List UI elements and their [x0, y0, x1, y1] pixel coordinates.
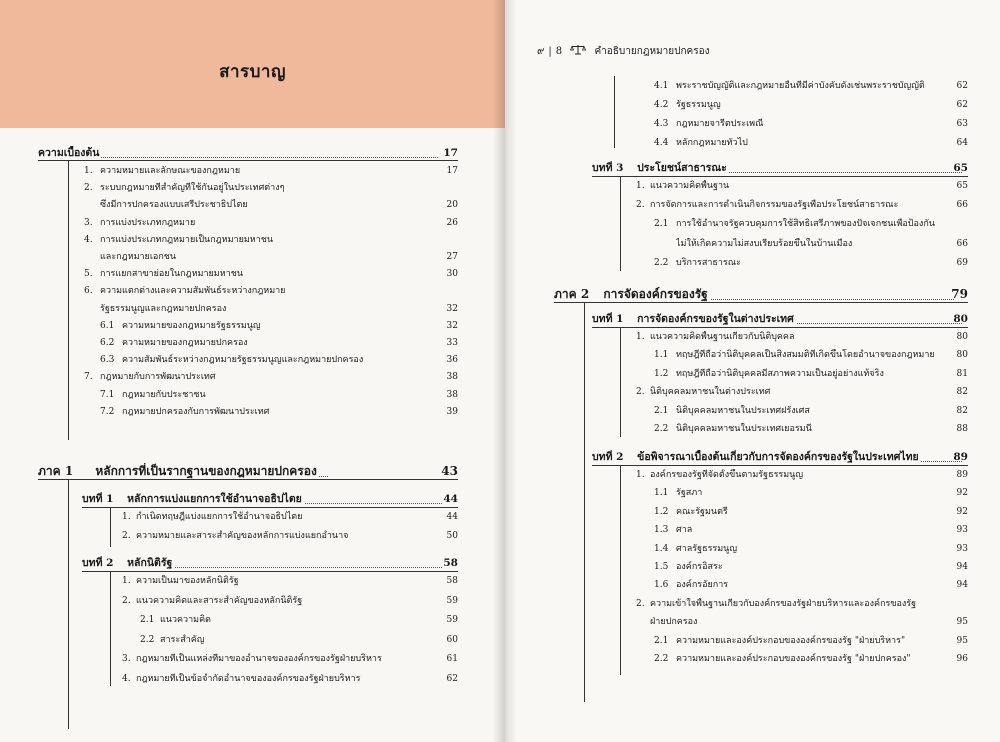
entry-title: ศาล [676, 525, 693, 536]
entry-title: กฎหมายที่เป็นแหล่งที่มาของอำนาจขององค์กรของรัฐฝ่ายบริหาร [136, 654, 382, 664]
entry-number: 1.1 [654, 350, 669, 361]
entry-number: 6.2 [100, 338, 115, 348]
toc-entry[interactable] [122, 575, 424, 588]
entry-page: 44 [446, 512, 458, 522]
entry-number: 1.2 [654, 368, 669, 379]
entry-page: 96 [956, 654, 968, 664]
entry-page: 92 [956, 506, 968, 517]
entry-number: 2. [122, 531, 131, 541]
entry-page: 64 [956, 138, 968, 148]
entry-number: 7.2 [100, 406, 115, 417]
entry-title: แนวความคิดและสาระสำคัญของหลักนิติรัฐ [136, 595, 303, 606]
entry-number: 2. [636, 598, 645, 609]
entry-page: 66 [956, 238, 968, 249]
entry-page: 38 [446, 372, 458, 383]
entry-number: 1. [636, 470, 645, 480]
toc-entry[interactable] [84, 268, 424, 281]
entry-title: นิติบุคคลมหาชนในต่างประเทศ [650, 387, 771, 398]
entry-number: 4.3 [654, 119, 669, 129]
entry-number: 2.1 [654, 635, 669, 646]
entry-number: 4.4 [654, 138, 669, 148]
chapter-label: บทที่ 1 [82, 493, 114, 505]
entry-number: 2.2 [654, 654, 669, 664]
entry-page: 65 [956, 181, 968, 191]
toc-entry[interactable] [84, 165, 424, 178]
entry-page: 39 [446, 406, 458, 417]
entry-number: 2. [636, 387, 645, 398]
toc-entry[interactable] [84, 217, 424, 230]
entry-number: 3. [84, 217, 93, 228]
toc-entry[interactable] [100, 199, 424, 212]
entry-number: 2.2 [654, 257, 669, 268]
entry-page: 30 [446, 269, 458, 280]
toc-entry[interactable] [654, 635, 938, 648]
entry-title: รัฐสภา [676, 488, 703, 499]
entry-number: 2.2 [140, 634, 155, 645]
entry-number: 1.6 [654, 580, 669, 591]
entry-number: 2.1 [654, 219, 669, 230]
entry-number: 1. [636, 332, 645, 342]
toc-entry[interactable] [636, 331, 938, 344]
entry-title: นิติบุคคลมหาชนในประเทศเยอรมนี [676, 424, 812, 434]
chapter-label: บทที่ 1 [592, 313, 624, 325]
entry-page: 82 [956, 387, 968, 398]
toc-entry[interactable] [84, 371, 424, 384]
chapter-title: หลักการแบ่งแยกการใช้อำนาจอธิปไตย [127, 493, 302, 505]
entry-page: 69 [956, 257, 968, 268]
entry-number: 4.1 [654, 81, 669, 91]
entry-title: กฎหมายกับการพัฒนาประเทศ [100, 372, 216, 383]
toc-entry[interactable] [654, 137, 938, 150]
entry-title: นิติบุคคลมหาชนในประเทศฝรั่งเศส [676, 405, 810, 416]
entry-number: 1.5 [654, 562, 669, 572]
entry-number: 4. [122, 673, 131, 684]
toc-part2-chapter-2[interactable] [592, 450, 962, 464]
section-rule [38, 160, 458, 161]
toc-entry[interactable] [636, 386, 938, 399]
folio-thai: ๙ [537, 46, 545, 57]
running-header: ๙ | 8 คำอธิบายกฎหมายปกครอง [537, 46, 710, 57]
toc-entry[interactable] [654, 80, 938, 93]
entry-page: 62 [446, 673, 458, 684]
entry-page: 32 [446, 303, 458, 314]
toc-entry[interactable] [654, 579, 938, 592]
chapter-bracket [620, 176, 621, 271]
entry-page: 93 [956, 525, 968, 536]
section-page: 17 [443, 147, 458, 159]
chapter-bracket [620, 327, 621, 437]
entry-title: คณะรัฐมนตรี [676, 506, 728, 517]
entry-page: 59 [446, 615, 458, 625]
part-label: ภาค 1 [38, 464, 74, 478]
toc-part-2[interactable] [554, 286, 954, 302]
entry-page: 81 [956, 368, 968, 379]
toc-entry[interactable] [676, 238, 938, 251]
entry-page: 36 [446, 355, 458, 366]
entry-number: 2.1 [654, 405, 669, 416]
toc-entry[interactable] [654, 524, 938, 537]
entry-title: ความหมายและลักษณะของกฎหมาย [100, 166, 241, 176]
entry-title: ระบบกฎหมายที่สำคัญที่ใช้กันอยู่ในประเทศต่างๆ [100, 183, 285, 194]
part-title: การจัดองค์กรของรัฐ [603, 287, 708, 301]
toc-entry[interactable] [654, 99, 938, 112]
toc-entry[interactable] [84, 182, 424, 195]
toc-entry[interactable] [100, 354, 424, 367]
entry-title: ทฤษฎีที่ถือว่านิติบุคคลเป็นสิ่งสมมติที่เกิดขึ้นโดยอำนาจของกฎหมาย [676, 350, 935, 361]
toc-entry[interactable] [84, 234, 424, 247]
folio-arabic: 8 [555, 46, 563, 57]
entry-title: รัฐธรรมนูญและกฎหมายปกครอง [100, 303, 227, 314]
toc-entry[interactable] [636, 598, 938, 611]
chapter-label: บทที่ 2 [82, 557, 114, 569]
toc-entry[interactable] [140, 614, 424, 627]
toc-section-intro[interactable] [38, 146, 438, 160]
entry-title: หลักกฎหมายทั่วไป [676, 138, 748, 148]
chapter-rule [82, 507, 458, 508]
entry-title: ความสัมพันธ์ระหว่างกฎหมายรัฐธรรมนูญและกฎหมายปกครอง [122, 355, 364, 366]
entry-title: และกฎหมายเอกชน [100, 252, 177, 262]
entry-page: 89 [956, 470, 968, 480]
toc-entry[interactable] [122, 530, 424, 543]
book-title: คำอธิบายกฎหมายปกครอง [594, 46, 710, 57]
entry-title: การแบ่งประเภทกฎหมายเป็นกฎหมายมหาชน [100, 234, 274, 245]
entry-title: สาระสำคัญ [160, 634, 205, 645]
entry-number: 3. [122, 654, 131, 664]
toc-entry[interactable] [654, 257, 938, 270]
entry-title: ความหมายและองค์ประกอบขององค์กรของรัฐ "ฝ่ายปกครอง" [676, 654, 911, 664]
chapter-rule [592, 176, 968, 177]
toc-entry[interactable] [636, 180, 938, 193]
toc-entry[interactable] [100, 251, 424, 264]
entry-page: 26 [446, 217, 458, 228]
entry-title: แนวความคิดพื้นฐาน [650, 181, 730, 191]
toc-entry[interactable] [654, 423, 938, 436]
entry-number: 4.2 [654, 100, 669, 110]
toc-entry[interactable] [122, 673, 424, 686]
entry-page: 62 [956, 81, 968, 91]
entry-number: 1. [122, 512, 131, 522]
entry-number: 6.1 [100, 320, 115, 331]
entry-page: 92 [956, 488, 968, 499]
toc-entry[interactable] [100, 389, 424, 402]
toc-entry[interactable] [100, 406, 424, 419]
entry-title: ความเป็นมาของหลักนิติรัฐ [136, 576, 239, 586]
entry-title: การใช้อำนาจรัฐควบคุมการใช้สิทธิเสรีภาพของปัจเจกชนเพื่อป้องกัน [676, 219, 935, 230]
entry-title: ไม่ให้เกิดความไม่สงบเรียบร้อยขึ้นในบ้านเมือง [676, 238, 853, 249]
entry-page: 20 [446, 200, 458, 211]
entry-page: 80 [956, 332, 968, 342]
part-rule [38, 479, 458, 480]
entry-title: กฎหมายจารีตประเพณี [676, 119, 764, 129]
entry-page: 93 [956, 543, 968, 554]
chapter-bracket [110, 507, 111, 547]
toc-entry[interactable] [654, 368, 938, 381]
entry-number: 1.1 [654, 488, 669, 499]
entry-page: 95 [956, 635, 968, 646]
chapter-title: ประโยชน์สาธารณะ [637, 162, 727, 174]
entry-title: กฎหมายกับประชาชน [122, 389, 206, 400]
toc-entry[interactable] [122, 595, 424, 608]
chapter-label: บทที่ 2 [592, 451, 624, 463]
entry-number: 1. [122, 576, 131, 586]
entry-number: 1.3 [654, 525, 669, 536]
entry-title: พระราชบัญญัติและกฎหมายอื่นที่มีค่าบังคับดังเช่นพระราชบัญญัติ [676, 81, 925, 91]
entry-page: 60 [446, 634, 458, 645]
entry-title: บริการสาธารณะ [676, 257, 741, 268]
chapter-page: 58 [443, 557, 458, 569]
toc-chapter-3[interactable] [592, 161, 962, 175]
entry-page: 63 [956, 119, 968, 129]
toc-entry[interactable] [654, 653, 938, 666]
entry-page: 66 [956, 200, 968, 211]
entry-page: 17 [446, 166, 458, 176]
entry-number: 1. [636, 181, 645, 191]
entry-page: 82 [956, 405, 968, 416]
entry-number: 5. [84, 269, 93, 280]
part-bracket [68, 479, 69, 729]
toc-entry[interactable] [100, 303, 424, 316]
toc-entry[interactable] [650, 616, 938, 629]
chapter-title: ข้อพิจารณาเบื้องต้นเกี่ยวกับการจัดองค์กรของรัฐในประเทศไทย [637, 451, 919, 463]
chapter-page: 65 [953, 162, 968, 174]
entry-title: ความแตกต่างและความสัมพันธ์ระหว่างกฎหมาย [100, 286, 286, 297]
entry-title: ทฤษฎีที่ถือว่านิติบุคคลมีสภาพความเป็นอยู่อย่างแท้จริง [676, 368, 884, 379]
entry-number: 1. [84, 166, 93, 176]
toc-entry[interactable] [654, 349, 938, 362]
entry-title: ความเข้าใจพื้นฐานเกี่ยวกับองค์กรของรัฐฝ่ายบริหารและองค์กรของรัฐ [650, 598, 917, 609]
entry-page: 59 [446, 595, 458, 606]
entry-title: กฎหมายที่เป็นข้อจำกัดอำนาจขององค์กรของรัฐฝ่ายบริหาร [136, 673, 361, 684]
chapter-title: หลักนิติรัฐ [127, 557, 173, 569]
entry-title: ความหมายและองค์ประกอบขององค์กรของรัฐ "ฝ่ายบริหาร" [676, 635, 906, 646]
entry-number: 4. [84, 234, 93, 245]
entry-page: 94 [956, 562, 968, 572]
entry-title: ฝ่ายปกครอง [650, 617, 698, 628]
entry-page: 80 [956, 350, 968, 361]
toc-entry[interactable] [654, 561, 938, 574]
entry-page: 32 [446, 320, 458, 331]
entry-title: ความหมายของกฎหมายปกครอง [122, 338, 248, 348]
toc-entry[interactable] [122, 653, 424, 666]
entry-number: 7. [84, 372, 93, 383]
toc-chapter-2[interactable] [82, 556, 442, 570]
toc-entry[interactable] [654, 543, 938, 556]
chapter-rule [82, 571, 458, 572]
toc-entry[interactable] [100, 320, 424, 333]
entry-title: กฎหมายปกครองกับการพัฒนาประเทศ [122, 406, 270, 417]
entry-number: 6. [84, 286, 93, 297]
entry-title: ความหมายของกฎหมายรัฐธรรมนูญ [122, 320, 261, 331]
chapter-page: 44 [443, 493, 458, 505]
entry-title: การแยกสาขาย่อยในกฎหมายมหาชน [100, 269, 243, 280]
entry-page: 88 [956, 424, 968, 434]
entry-page: 38 [446, 389, 458, 400]
scales-icon [570, 44, 586, 55]
entry-title: องค์กรของรัฐที่จัดตั้งขึ้นตามรัฐธรรมนูญ [650, 470, 803, 480]
toc-entry[interactable] [636, 469, 938, 482]
entry-page: 58 [446, 576, 458, 586]
part-rule [554, 302, 968, 303]
entry-title: รัฐธรรมนูญ [676, 100, 721, 110]
chapter-label: บทที่ 3 [592, 162, 624, 174]
entry-page: 27 [446, 252, 458, 262]
toc-entry[interactable] [654, 506, 938, 519]
toc-entry[interactable] [654, 405, 938, 418]
entry-title: การจัดการและการดำเนินกิจกรรมของรัฐเพื่อประโยชน์สาธารณะ [650, 200, 899, 211]
toc-entry[interactable] [654, 487, 938, 500]
chapter-page: 89 [953, 451, 968, 463]
entry-title: ศาลรัฐธรรมนูญ [676, 543, 737, 554]
entry-number: 2. [84, 183, 93, 194]
entry-page: 33 [446, 338, 458, 348]
entry-number: 2.1 [140, 615, 155, 625]
entry-number: 2.2 [654, 424, 669, 434]
entry-number: 7.1 [100, 389, 115, 400]
toc-entry[interactable] [100, 337, 424, 350]
entry-title: แนวความคิด [160, 615, 211, 625]
chapter-rule [592, 327, 968, 328]
toc-entry[interactable] [122, 511, 424, 524]
entry-title: ซึ่งมีการปกครองแบบเสรีประชาธิปไตย [100, 200, 248, 211]
entry-title: การแบ่งประเภทกฎหมาย [100, 217, 196, 228]
chapter-title: การจัดองค์กรของรัฐในต่างประเทศ [637, 313, 794, 325]
entry-number: 1.4 [654, 543, 669, 554]
entry-page: 50 [446, 531, 458, 541]
part-bracket [584, 302, 585, 702]
entry-number: 1.2 [654, 506, 669, 517]
part-title: หลักการที่เป็นรากฐานของกฎหมายปกครอง [95, 464, 317, 478]
chapter-page: 80 [953, 313, 968, 325]
entry-title: ความหมายและสาระสำคัญของหลักการแบ่งแยกอำนาจ [136, 531, 349, 541]
entry-page: 61 [446, 654, 458, 664]
toc-entry[interactable] [636, 199, 938, 212]
toc-chapter-1[interactable] [82, 492, 442, 506]
part-page: 79 [951, 287, 968, 301]
entry-page: 94 [956, 580, 968, 591]
chapter-bracket [110, 571, 111, 686]
entry-title: กำเนิดทฤษฎีแบ่งแยกการใช้อำนาจอธิปไตย [136, 512, 303, 522]
entry-page: 95 [956, 617, 968, 628]
entry-number: 6.3 [100, 355, 115, 366]
entry-number: 2. [636, 200, 645, 211]
entry-title: แนวความคิดพื้นฐานเกี่ยวกับนิติบุคคล [650, 332, 795, 342]
toc-entry[interactable] [140, 634, 424, 647]
toc-part2-chapter-1[interactable] [592, 312, 962, 326]
entry-title: องค์กรอัยการ [676, 580, 729, 591]
section-title: ความเบื้องต้น [38, 147, 100, 159]
toc-title: สารบาญ [219, 62, 286, 82]
chapter-rule [592, 465, 968, 466]
entry-number: 2. [122, 595, 131, 606]
top-bracket [614, 76, 615, 148]
entry-title: องค์กรอิสระ [676, 562, 723, 572]
toc-entry[interactable] [654, 218, 938, 231]
toc-part-1[interactable] [38, 463, 328, 479]
toc-entry[interactable] [654, 118, 938, 131]
section-bracket [68, 160, 69, 440]
toc-entry[interactable] [84, 285, 424, 298]
part-label: ภาค 2 [554, 287, 590, 301]
chapter-bracket [620, 465, 621, 675]
entry-page: 62 [956, 100, 968, 110]
part-page: 43 [441, 464, 458, 478]
